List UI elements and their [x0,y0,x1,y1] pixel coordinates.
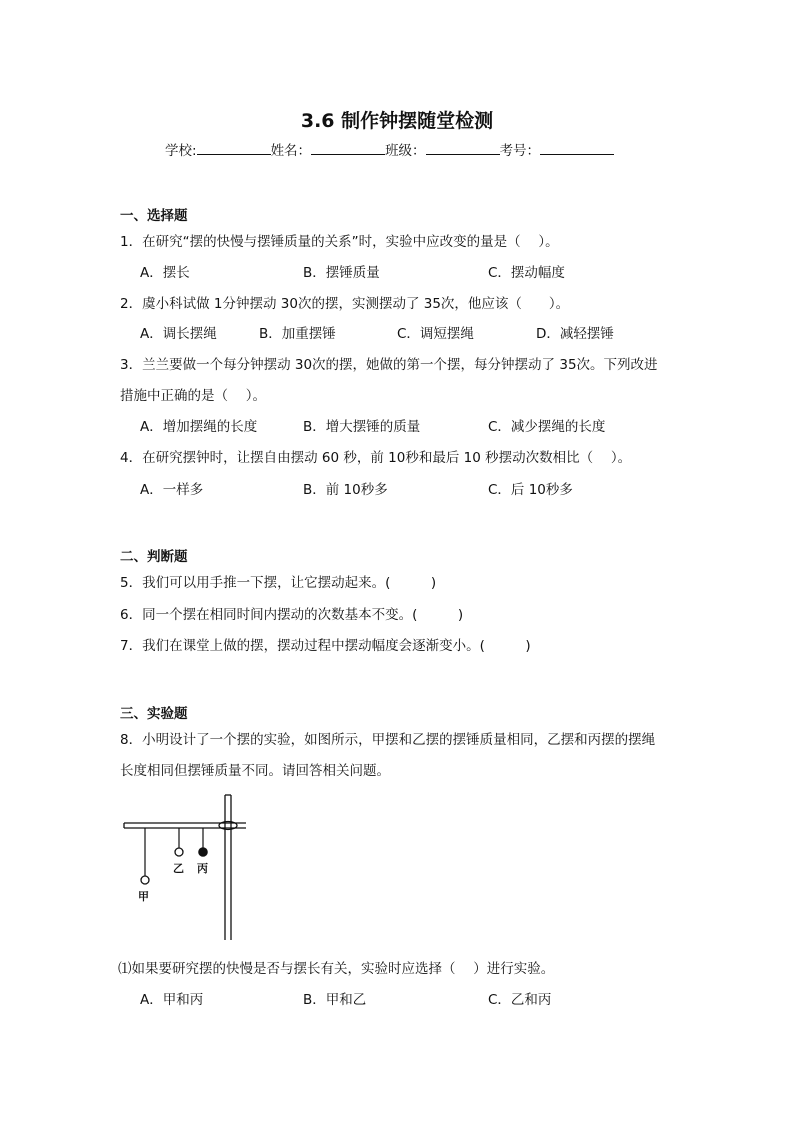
q2-option-b[interactable]: B．加重摆锤 [259,326,336,342]
school-label: 学校: [165,143,197,159]
pendulum-figure [115,790,255,945]
q8-1-option-b[interactable]: B．甲和乙 [303,992,367,1008]
question-4: 4．在研究摆钟时，让摆自由摆动 60 秒，前 10秒和最后 10 秒摆动次数相比（ ）。 [120,450,632,466]
q1-option-a[interactable]: A．摆长 [140,265,190,281]
question-8-sub-1: ⑴如果要研究摆的快慢是否与摆长有关，实验时应选择（ ）进行实验。 [118,961,555,977]
q8-1-option-c[interactable]: C．乙和丙 [488,992,552,1008]
section-heading-experiment: 三、实验题 [120,706,188,722]
question-3-line-2: 措施中正确的是（ ）。 [120,388,267,404]
question-6: 6．同一个摆在相同时间内摆动的次数基本不变。( ) [120,607,464,623]
q2-option-c[interactable]: C．调短摆绳 [397,326,474,342]
question-7: 7．我们在课堂上做的摆，摆动过程中摆动幅度会逐渐变小。( ) [120,638,531,654]
q3-option-a[interactable]: A．增加摆绳的长度 [140,419,258,435]
section-heading-choice: 一、选择题 [120,208,188,224]
q3-option-c[interactable]: C．减少摆绳的长度 [488,419,606,435]
q3-option-b[interactable]: B．增大摆锤的质量 [303,419,421,435]
pendulum-label-yi: 乙 [173,862,184,875]
q1-option-c[interactable]: C．摆动幅度 [488,265,565,281]
q2-option-a[interactable]: A．调长摆绳 [140,326,217,342]
q4-option-a[interactable]: A．一样多 [140,482,204,498]
question-3-line-1: 3．兰兰要做一个每分钟摆动 30次的摆，她做的第一个摆，每分钟摆动了 35次。下列改进 [120,357,658,373]
pendulum-label-jia: 甲 [138,890,149,903]
school-blank[interactable] [197,142,271,155]
pendulum-yi-bob [175,848,183,856]
pendulum-bing-bob [199,848,208,857]
question-1: 1．在研究“摆的快慢与摆锤质量的关系”时，实验中应改变的量是（ ）。 [120,234,559,250]
pendulum-label-bing: 丙 [197,862,208,875]
question-8-line-2: 长度相同但摆锤质量不同。请回答相关问题。 [120,763,390,779]
exam-number-blank[interactable] [540,142,614,155]
q4-option-b[interactable]: B．前 10秒多 [303,482,388,498]
q8-1-option-a[interactable]: A．甲和丙 [140,992,204,1008]
question-2: 2．虞小科试做 1分钟摆动 30次的摆，实测摆动了 35次，他应该（ ）。 [120,296,570,312]
q2-option-d[interactable]: D．减轻摆锤 [536,326,614,342]
name-blank[interactable] [311,142,385,155]
question-8-line-1: 8．小明设计了一个摆的实验，如图所示，甲摆和乙摆的摆锤质量相同，乙摆和丙摆的摆绳 [120,732,656,748]
q1-option-b[interactable]: B．摆锤质量 [303,265,380,281]
page-title: 3.6 制作钟摆随堂检测 [300,110,494,132]
class-label: 班级： [385,143,426,159]
q4-option-c[interactable]: C．后 10秒多 [488,482,573,498]
exam-number-label: 考号： [499,143,541,159]
section-heading-judgement: 二、判断题 [120,549,188,565]
class-blank[interactable] [426,142,500,155]
student-info-line [165,139,614,159]
pendulum-jia-bob [141,876,149,884]
name-label: 姓名： [270,143,312,159]
question-5: 5．我们可以用手推一下摆，让它摆动起来。( ) [120,575,437,591]
